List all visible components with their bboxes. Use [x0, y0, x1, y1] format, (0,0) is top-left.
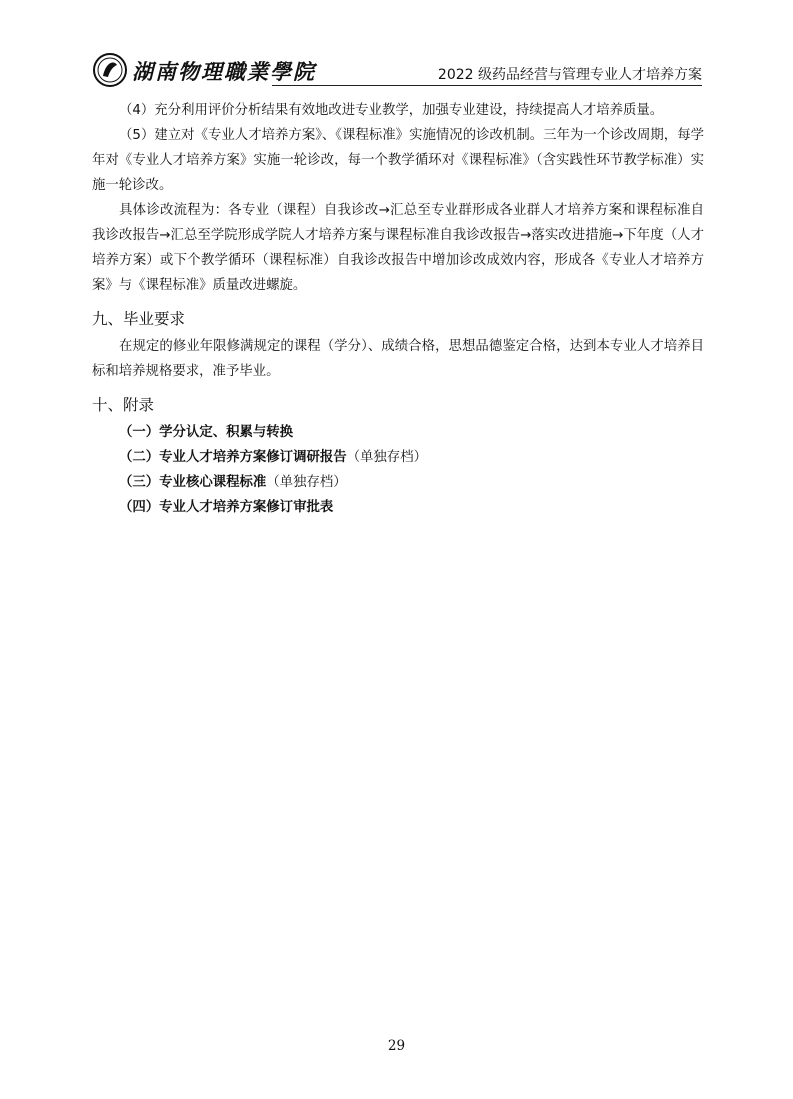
paragraph-diagnosis-process: 具体诊改流程为：各专业（课程）自我诊改→汇总至专业群形成各业群人才培养方案和课程标准自我诊改报告→汇总至学院形成学院人才培养方案与课程标准自我诊改报告→落实改进措施→下年度（人才培养方案）或下个教学循环（课程标准）自我诊改报告中增加诊改成效内容，形成各《专业人才培养方案》与《课程标准》质量改进螺旋。: [92, 203, 704, 293]
appendix-item: [92, 445, 704, 470]
paragraph-item-5: （5）建立对《专业人才培养方案》、《课程标准》实施情况的诊改机制。三年为一个诊改周期，每学年对《专业人才培养方案》实施一轮诊改，每一个教学循环对《课程标准》（含实践性环节教学标准）实施一轮诊改。: [92, 128, 704, 193]
header-divider: [272, 85, 702, 86]
section-heading-appendix: 十、附录: [92, 396, 155, 414]
appendix-item-title: （三）专业核心课程标准: [119, 475, 267, 490]
appendix-item-title: （一）学分认定、积累与转换: [119, 425, 294, 440]
appendix-item-title: （二）专业人才培养方案修订调研报告: [119, 450, 347, 465]
school-logo-icon: [92, 52, 128, 88]
page-number: 29: [387, 1038, 406, 1054]
section-heading-graduation: 九、毕业要求: [92, 310, 186, 328]
appendix-item-note: （单独存档）: [266, 475, 347, 490]
appendix-item: [92, 420, 704, 445]
page-content: [92, 98, 704, 520]
school-name: 湖南物理職業學院: [132, 59, 316, 84]
appendix-item-title: （四）专业人才培养方案修订审批表: [119, 500, 334, 515]
document-title: 2022 级药品经营与管理专业人才培养方案: [437, 67, 702, 83]
paragraph-graduation-requirements: 在规定的修业年限修满规定的课程（学分）、成绩合格，思想品德鉴定合格，达到本专业人才培养目标和培养规格要求，准予毕业。: [92, 339, 704, 379]
paragraph-item-4: （4）充分利用评价分析结果有效地改进专业教学，加强专业建设，持续提高人才培养质量。: [119, 103, 664, 118]
appendix-item: [92, 470, 704, 495]
appendix-item-note: （单独存档）: [346, 450, 427, 465]
appendix-item: [92, 495, 704, 520]
page-header: [92, 52, 702, 90]
